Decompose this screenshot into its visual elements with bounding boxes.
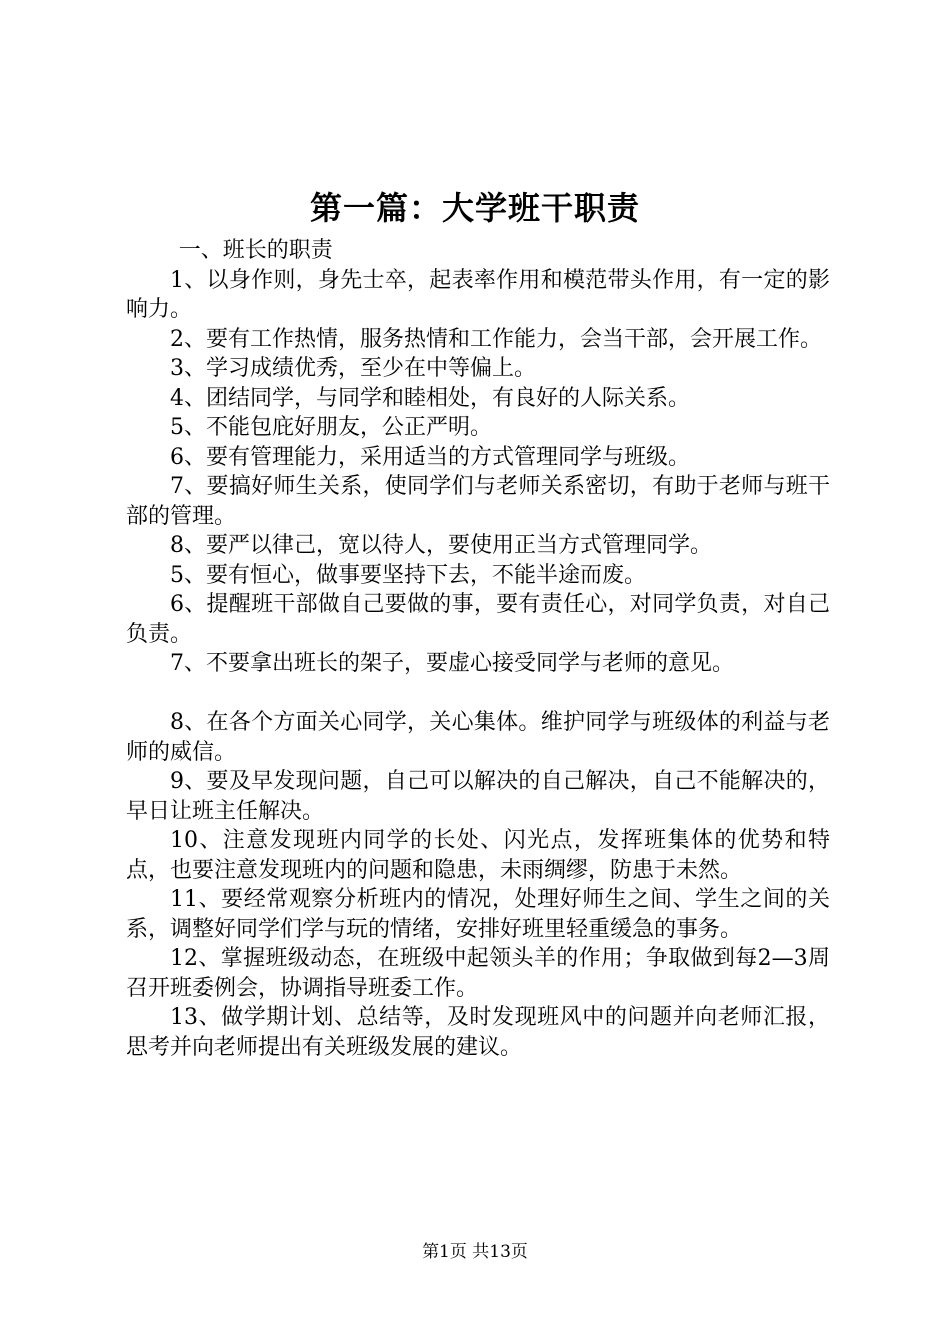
paragraph: 7、要搞好师生关系，使同学们与老师关系密切，有助于老师与班干部的管理。: [126, 474, 830, 529]
paragraph: 10、注意发现班内同学的长处、闪光点，发挥班集体的优势和特点，也要注意发现班内的问题和隐患，未雨绸缪，防患于未然。: [126, 828, 830, 883]
paragraph: 12、掌握班级动态，在班级中起领头羊的作用；争取做到每2—3周召开班委例会，协调指导班委工作。: [126, 946, 830, 1001]
paragraph: 6、提醒班干部做自己要做的事，要有责任心，对同学负责，对自己负责。: [126, 592, 830, 647]
document-body: [126, 236, 830, 1062]
blank-line: [126, 679, 830, 709]
paragraph: 8、在各个方面关心同学，关心集体。维护同学与班级体的利益与老师的威信。: [126, 710, 830, 765]
paragraph: 8、要严以律己，宽以待人，要使用正当方式管理同学。: [170, 533, 712, 558]
paragraph: 3、学习成绩优秀，至少在中等偏上。: [170, 356, 536, 381]
paragraph: 13、做学期计划、总结等，及时发现班风中的问题并向老师汇报，思考并向老师提出有关班级发展的建议。: [126, 1005, 830, 1060]
page-title: 第一篇：大学班干职责: [309, 189, 640, 227]
paragraph: 7、不要拿出班长的架子，要虚心接受同学与老师的意见。: [170, 651, 734, 676]
paragraph: 11、要经常观察分析班内的情况，处理好师生之间、学生之间的关系，调整好同学们学与玩的情绪，安排好班里轻重缓急的事务。: [126, 887, 830, 942]
paragraph: 4、团结同学，与同学和睦相处，有良好的人际关系。: [170, 385, 690, 411]
paragraph: 5、不能包庇好朋友，公正严明。: [170, 415, 492, 440]
paragraph: 5、要有恒心，做事要坚持下去，不能半途而废。: [170, 562, 646, 588]
page-number-footer: 第1页 共13页: [422, 1242, 528, 1262]
paragraph: 6、要有管理能力，采用适当的方式管理同学与班级。: [170, 444, 690, 470]
paragraph: 2、要有工作热情，服务热情和工作能力，会当干部，会开展工作。: [170, 326, 822, 352]
paragraph: 9、要及早发现问题，自己可以解决的自己解决，自己不能解决的，早日让班主任解决。: [126, 769, 830, 824]
paragraph: 1、以身作则，身先士卒，起表率作用和模范带头作用，有一定的影响力。: [126, 267, 830, 322]
section-heading: 一、班长的职责: [178, 238, 333, 263]
